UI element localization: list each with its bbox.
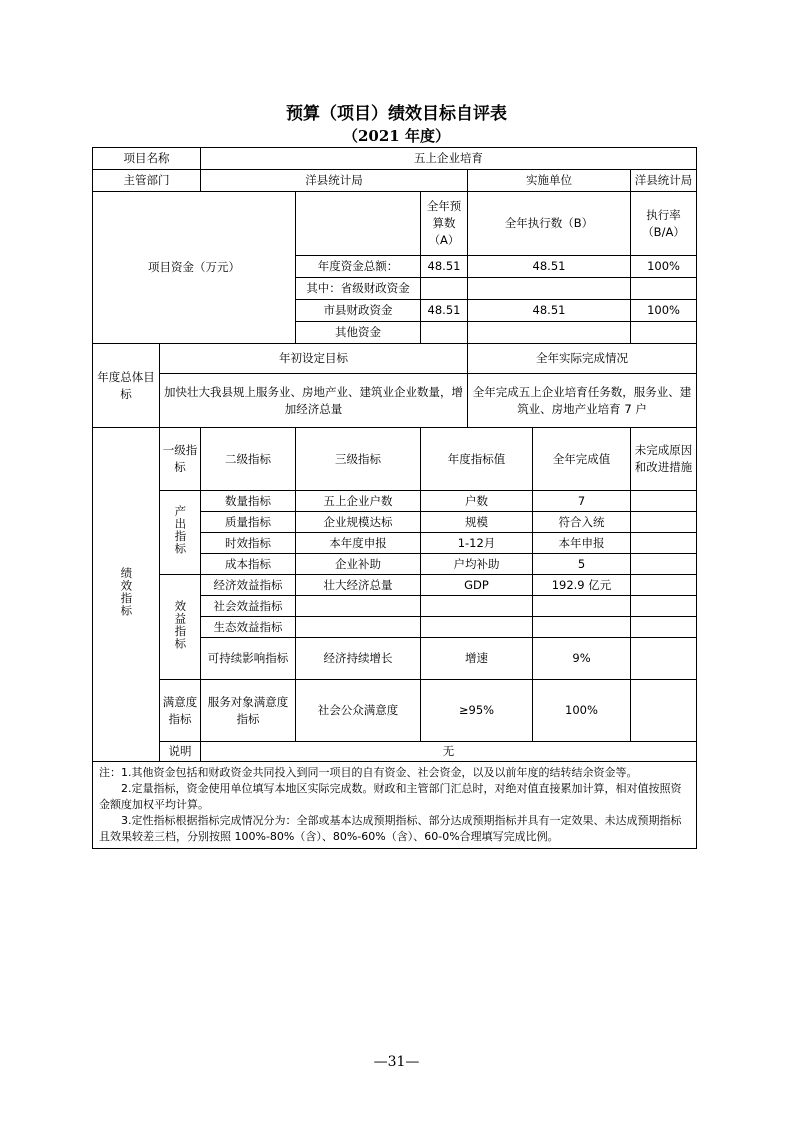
funds-header-row [93, 192, 697, 256]
benefit-row [93, 575, 697, 596]
dept-label: 主管部门 [93, 170, 201, 192]
reason-cell [631, 512, 697, 533]
target-cell: GDP [421, 575, 533, 596]
funds-row-exec [468, 278, 631, 300]
funds-row-budget: 48.51 [421, 300, 468, 322]
remark-row [93, 742, 697, 762]
perf-label-cell [93, 428, 160, 762]
reason-cell [631, 554, 697, 575]
target-cell: 1-12月 [421, 533, 533, 554]
actual-cell [533, 617, 631, 638]
output-label: 产出指标 [173, 505, 188, 556]
funds-row-label: 市县财政资金 [296, 300, 421, 322]
col-budget-header: 全年预算数（A） [421, 192, 468, 256]
funds-row-budget [421, 322, 468, 344]
benefit-label-cell [160, 575, 201, 680]
col-rate-header: 执行率（B/A） [631, 192, 697, 256]
target-cell: 规模 [421, 512, 533, 533]
target-cell: 户均补助 [421, 554, 533, 575]
h-target: 年度指标值 [421, 428, 533, 491]
department-row [93, 170, 697, 192]
satisfaction-row [93, 680, 697, 742]
target-cell [421, 617, 533, 638]
remark-label: 说明 [160, 742, 201, 762]
reason-cell [631, 533, 697, 554]
h-actual: 全年完成值 [533, 428, 631, 491]
goal-header-row [93, 344, 697, 374]
l2-cell: 质量指标 [201, 512, 296, 533]
output-row [93, 491, 697, 512]
l3-cell: 社会公众满意度 [296, 680, 421, 742]
funds-row-rate [631, 278, 697, 300]
l2-cell: 服务对象满意度指标 [201, 680, 296, 742]
perf-label: 绩效指标 [119, 567, 134, 618]
l3-cell: 壮大经济总量 [296, 575, 421, 596]
reason-cell [631, 575, 697, 596]
l2-cell: 时效指标 [201, 533, 296, 554]
target-cell: ≥95% [421, 680, 533, 742]
l2-cell: 生态效益指标 [201, 617, 296, 638]
target-cell: 增速 [421, 638, 533, 680]
h-level2: 二级指标 [201, 428, 296, 491]
note-3: 3.定性指标根据指标完成情况分为：全部或基本达成预期指标、部分达成预期指标并具有一定效果、未达成预期指标且效果较差三档，分别按照 100%-80%（含）、80%-60%（含）、60-0%合理填写完成比例。 [99, 813, 682, 843]
remark-value: 无 [201, 742, 697, 762]
note-1: 注：1.其他资金包括和财政资金共同投入到同一项目的自有资金、社会资金，以及以前年度的结转结余资金等。 [99, 766, 638, 779]
page-title: 预算（项目）绩效目标自评表 [286, 104, 507, 124]
l3-cell: 经济持续增长 [296, 638, 421, 680]
satisfaction-label: 满意度指标 [160, 680, 201, 742]
l2-cell: 可持续影响指标 [201, 638, 296, 680]
reason-cell [631, 680, 697, 742]
funds-row-rate [631, 322, 697, 344]
note-2: 2.定量指标，资金使用单位填写本地区实际完成数。财政和主管部门汇总时，对绝对值直接累加计算，相对值按照资金额度加权平均计算。 [99, 781, 682, 811]
reason-cell [631, 638, 697, 680]
l2-cell: 数量指标 [201, 491, 296, 512]
project-name-row [93, 148, 697, 170]
goal-set-header: 年初设定目标 [160, 344, 468, 374]
l3-cell [296, 617, 421, 638]
actual-cell: 7 [533, 491, 631, 512]
notes-row [93, 762, 697, 849]
dept-value: 洋县统计局 [201, 170, 468, 192]
col-exec-header: 全年执行数（B） [468, 192, 631, 256]
l3-cell [296, 596, 421, 617]
actual-cell: 192.9 亿元 [533, 575, 631, 596]
benefit-label: 效益指标 [173, 599, 188, 650]
actual-cell: 符合入统 [533, 512, 631, 533]
unit-label: 实施单位 [468, 170, 631, 192]
actual-cell [533, 596, 631, 617]
goal-set-text: 加快壮大我县规上服务业、房地产业、建筑业企业数量，增加经济总量 [160, 374, 468, 428]
funds-row-label: 年度资金总额： [296, 256, 421, 278]
funds-empty-cell [296, 192, 421, 256]
funds-row-exec: 48.51 [468, 256, 631, 278]
l3-cell: 企业规模达标 [296, 512, 421, 533]
page-number: —31— [373, 1054, 420, 1070]
page-subtitle: （2021 年度） [343, 127, 450, 145]
reason-cell [631, 617, 697, 638]
h-reason: 未完成原因和改进措施 [631, 428, 697, 491]
funds-row-exec [468, 322, 631, 344]
reason-cell [631, 491, 697, 512]
funds-row-budget: 48.51 [421, 256, 468, 278]
actual-cell: 本年申报 [533, 533, 631, 554]
goal-done-text: 全年完成五上企业培育任务数，服务业、建筑业、房地产业培育 7 户 [468, 374, 697, 428]
l3-cell: 本年度申报 [296, 533, 421, 554]
project-name-label: 项目名称 [93, 148, 201, 170]
h-level1: 一级指标 [160, 428, 201, 491]
target-cell [421, 596, 533, 617]
annual-goal-label: 年度总体目标 [93, 344, 160, 428]
funds-row-exec: 48.51 [468, 300, 631, 322]
actual-cell: 9% [533, 638, 631, 680]
goal-content-row [93, 374, 697, 428]
output-label-cell [160, 491, 201, 575]
funds-row-label: 其他资金 [296, 322, 421, 344]
h-level3: 三级指标 [296, 428, 421, 491]
perf-header-row [93, 428, 697, 491]
project-name-value: 五上企业培育 [201, 148, 697, 170]
notes-cell [93, 762, 697, 849]
l3-cell: 五上企业户数 [296, 491, 421, 512]
reason-cell [631, 596, 697, 617]
l2-cell: 成本指标 [201, 554, 296, 575]
l3-cell: 企业补助 [296, 554, 421, 575]
l2-cell: 经济效益指标 [201, 575, 296, 596]
goal-done-header: 全年实际完成情况 [468, 344, 697, 374]
actual-cell: 5 [533, 554, 631, 575]
funds-row-rate: 100% [631, 300, 697, 322]
funds-row-budget [421, 278, 468, 300]
unit-value: 洋县统计局 [631, 170, 697, 192]
funds-row-rate: 100% [631, 256, 697, 278]
funds-row-label: 其中：省级财政资金 [296, 278, 421, 300]
actual-cell: 100% [533, 680, 631, 742]
evaluation-table [92, 147, 697, 849]
target-cell: 户数 [421, 491, 533, 512]
funds-section-label: 项目资金（万元） [93, 192, 296, 344]
l2-cell: 社会效益指标 [201, 596, 296, 617]
